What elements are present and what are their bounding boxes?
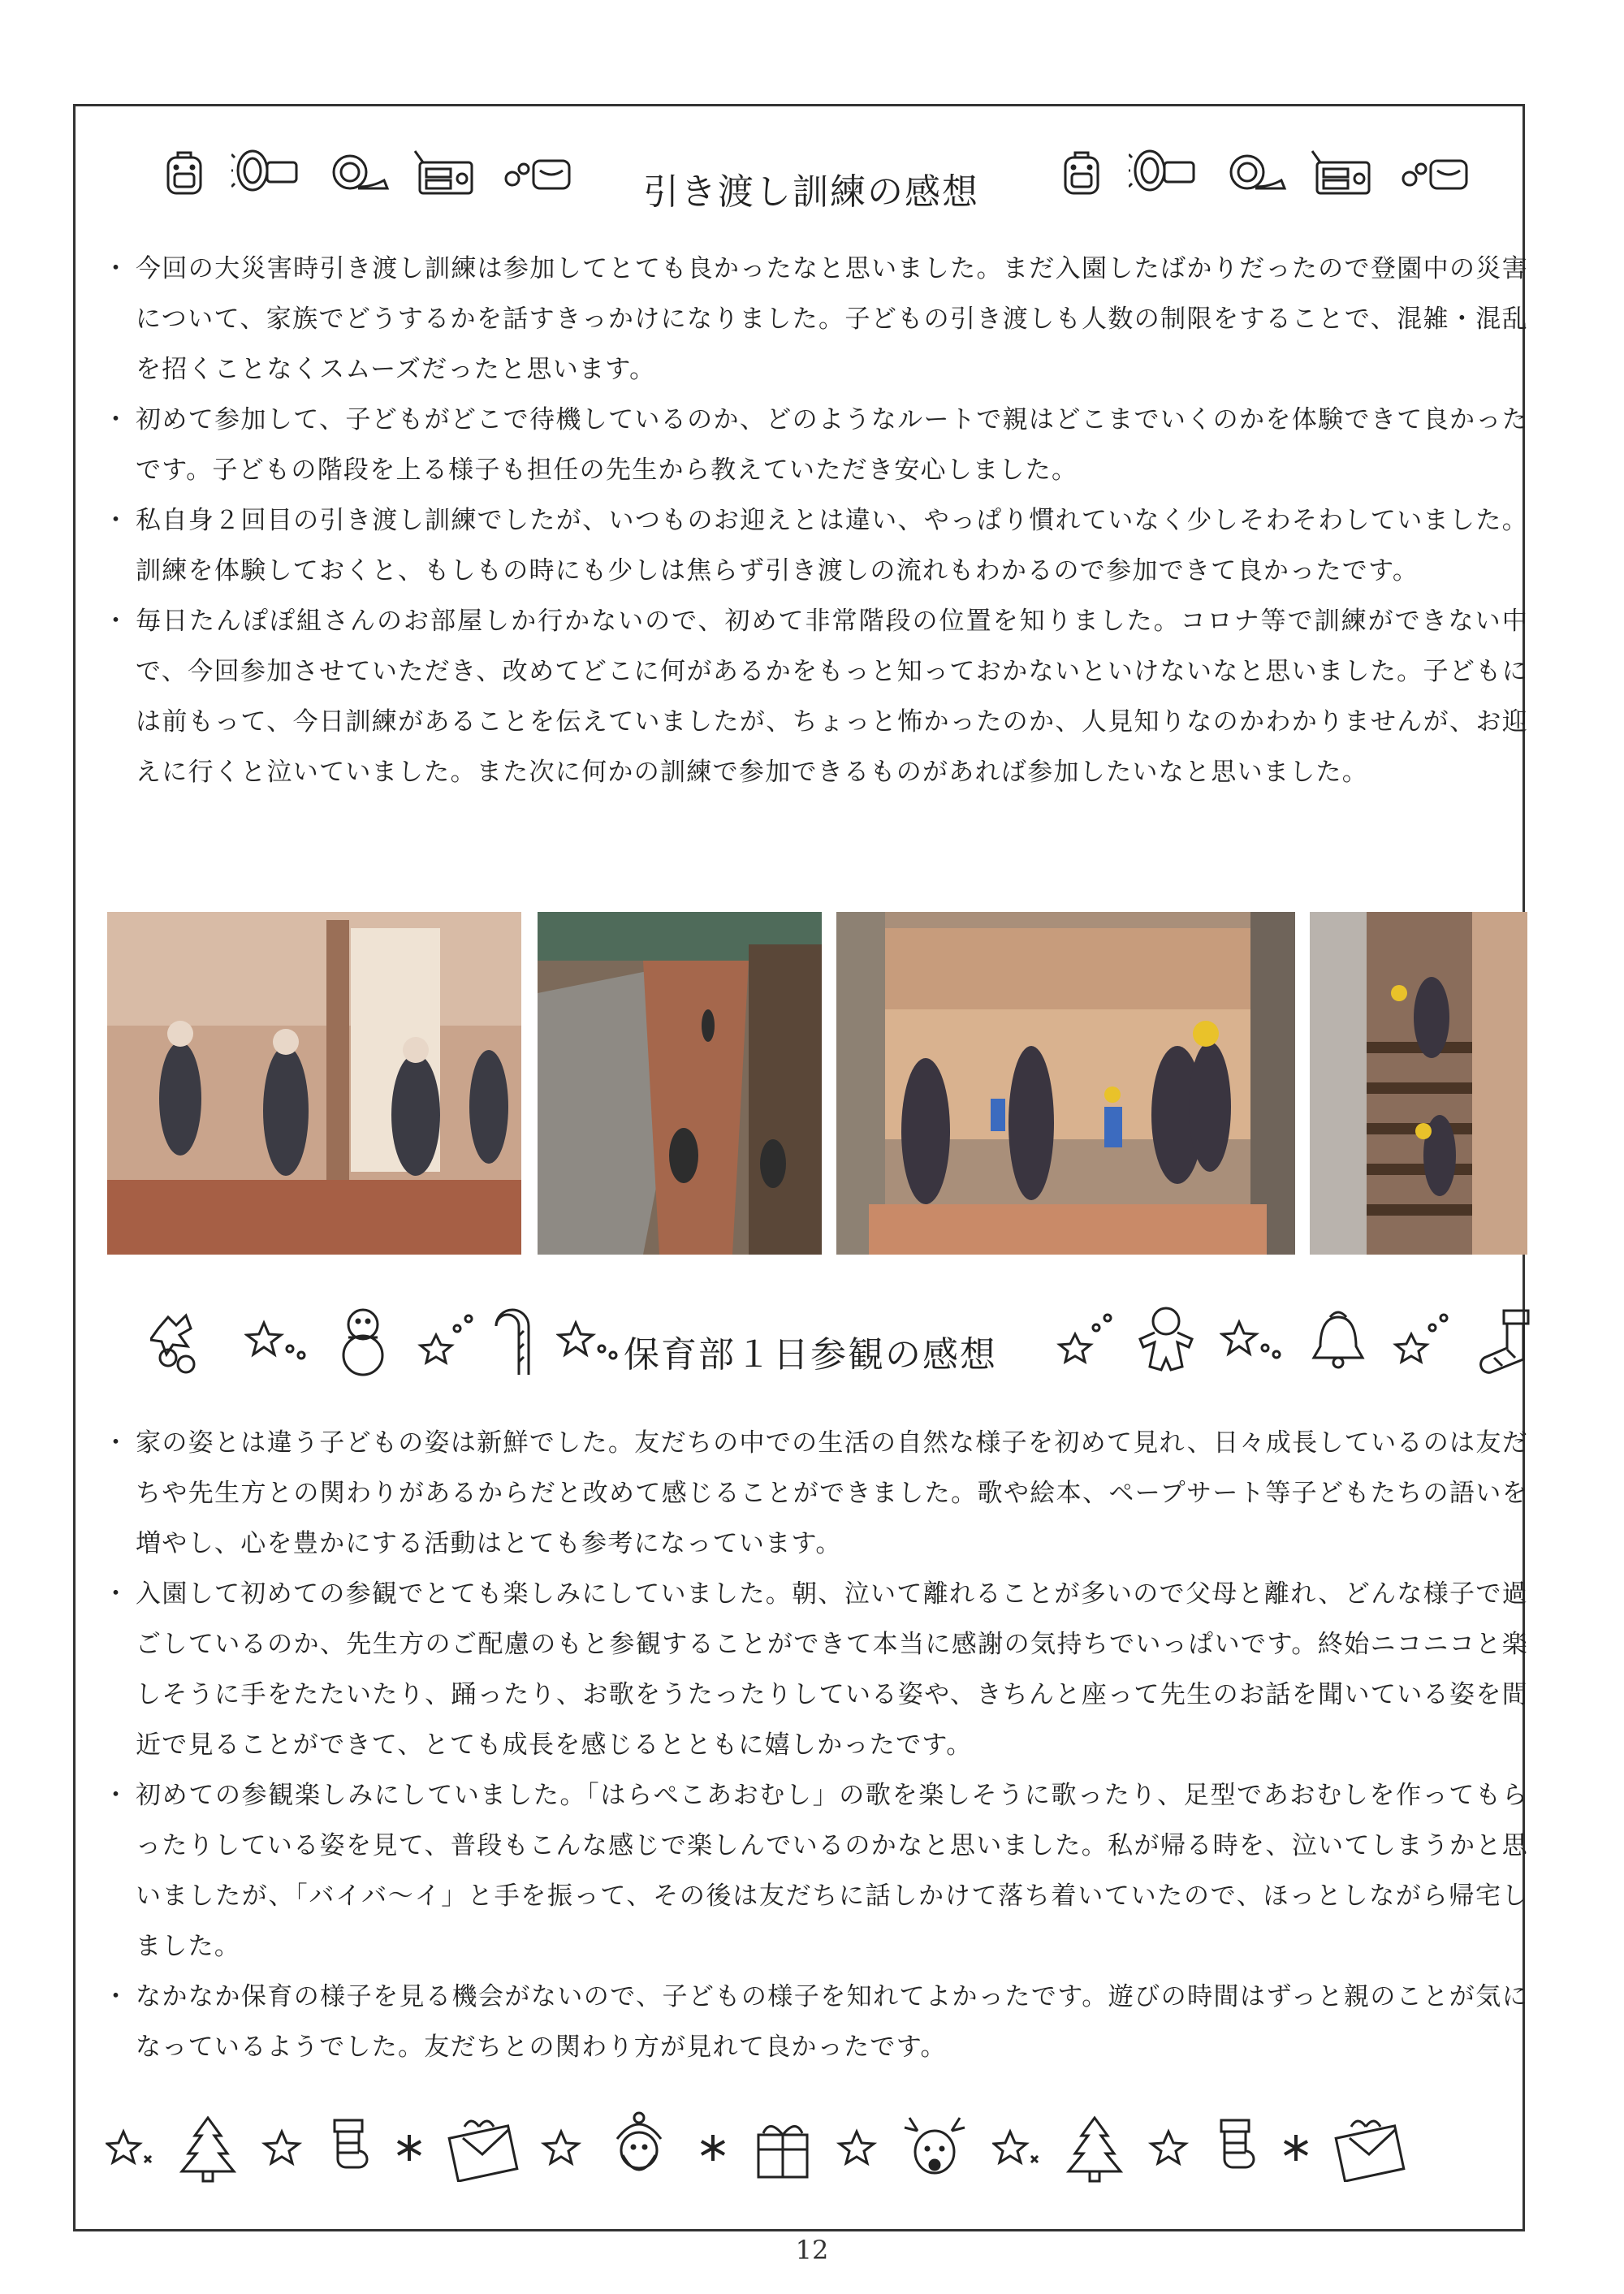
section2-list	[110, 1418, 1527, 2072]
star-icon	[836, 2128, 877, 2168]
photo-outdoor-walkway	[538, 912, 822, 1255]
helmet-icon	[1223, 146, 1288, 198]
backpack-icon	[1056, 146, 1108, 198]
page-number: 12	[795, 2235, 829, 2266]
star-icon	[992, 2123, 1041, 2172]
food-pack-icon	[501, 146, 574, 198]
photo-parents-in-corridor	[107, 912, 521, 1255]
section2-left-deco	[150, 1303, 642, 1378]
list-item: ・ 家の姿とは違う子どもの姿は新鮮でした。友だちの中での生活の自然な様子を初めて見れ、日々成長しているのは友だちや先生方との関わりがあるからだと改めて感じることができました。歌や絵本、ペープサート等子どもたちの語いを増やし、心を豊かにする活動はとても参考になっています。	[110, 1418, 1528, 1569]
present-icon	[1333, 2114, 1406, 2182]
star-icon	[417, 1312, 473, 1369]
star-icon	[1148, 2128, 1189, 2168]
footer-deco	[106, 2111, 1427, 2184]
star-icon	[556, 1316, 621, 1365]
reindeer-icon	[898, 2111, 971, 2184]
asterisk-icon	[1280, 2132, 1312, 2164]
radio-icon	[1309, 146, 1377, 198]
list-item: ・ 入園して初めての参観でとても楽しみにしていました。朝、泣いて離れることが多いので父母と離れ、どんな様子で過ごしているのか、先生方のご配慮のもと参観することができて本当に感謝の気持ちでいっぱいです。終始ニコニコと楽しそうに手をたたいたり、踊ったり、お歌をうたったりしている姿や、きちんと座って先生のお話を聞いている姿を間近で見ることができて、とても成長を感じるとともに嬉しかったです。	[110, 1569, 1528, 1770]
asterisk-icon	[697, 2132, 729, 2164]
radio-icon	[412, 146, 480, 198]
helmet-icon	[326, 146, 391, 198]
list-item: ・ 初めての参観楽しみにしていました。「はらぺこあおむし」の歌を楽しそうに歌ったり、足型であおむしを作ってもらったりしている姿を見て、普段もこんな感じで楽しんでいるのかなと思いました。私が帰る時を、泣いてしまうかと思いましたが、「バイバ～イ」と手を振って、その後は友だちに話しかけて落ち着いていたので、ほっとしながら帰宅しました。	[110, 1770, 1528, 1972]
bell-icon	[1306, 1306, 1371, 1374]
present-icon	[750, 2114, 815, 2182]
section2-title: 保育部１日参観の感想	[624, 1334, 997, 1376]
santa-icon	[603, 2111, 676, 2184]
stocking-icon	[323, 2115, 372, 2180]
section1-title: 引き渡し訓練の感想	[643, 171, 979, 213]
photo-parents-picking-up-children	[836, 912, 1295, 1255]
stocking-icon	[1210, 2115, 1259, 2180]
section1-right-deco	[1056, 146, 1492, 198]
list-item: ・ なかなか保育の様子を見る機会がないので、子どもの様子を知れてよかったです。遊びの時間はずっと親のことが気になっているようでした。友だちとの関わり方が見れて良かったです。	[110, 1972, 1528, 2072]
food-pack-icon	[1398, 146, 1471, 198]
list-item: ・ 今回の大災害時引き渡し訓練は参加してとても良かったなと思いました。まだ入園したばかりだったので登園中の災害について、家族でどうするかを話すきっかけになりました。子どもの引き渡しも人数の制限をすることで、混雑・混乱を招くことなくスムーズだったと思います。	[110, 244, 1528, 395]
stocking-icon	[1470, 1306, 1535, 1374]
gingerbread-icon	[1134, 1303, 1199, 1376]
section1-list	[110, 244, 1527, 797]
christmas-tree-icon	[175, 2111, 240, 2184]
present-icon	[447, 2114, 520, 2182]
list-item: ・ 毎日たんぽぽ組さんのお部屋しか行かないので、初めて非常階段の位置を知りました。コロナ等で訓練ができない中で、今回参加させていただき、改めてどこに何があるかをもっと知っておかないといけないなと思いました。子どもには前もって、今日訓練があることを伝えていましたが、ちょっと怖かったのか、人見知りなのかわかりませんが、お迎えに行くと泣いていました。また次に何かの訓練で参加できるものがあれば参加したいなと思いました。	[110, 596, 1528, 797]
section1-left-deco	[158, 146, 595, 198]
star-icon	[1392, 1311, 1449, 1368]
section2-right-deco	[1056, 1303, 1556, 1376]
star-icon	[261, 2128, 302, 2168]
backpack-icon	[158, 146, 210, 198]
christmas-tree-icon	[1062, 2111, 1127, 2184]
flashlight-icon	[231, 146, 304, 198]
star-icon	[1220, 1315, 1285, 1364]
star-icon	[244, 1316, 309, 1365]
star-icon	[541, 2128, 581, 2168]
holly-icon	[150, 1304, 223, 1377]
photo-children-on-staircase	[1310, 912, 1527, 1255]
candy-cane-icon	[495, 1303, 535, 1378]
flashlight-icon	[1129, 146, 1202, 198]
star-icon	[1056, 1311, 1112, 1368]
list-item: ・ 初めて参加して、子どもがどこで待機しているのか、どのようなルートで親はどこまでいくのかを体験できて良かったです。子どもの階段を上る様子も担任の先生から教えていただき安心しました。	[110, 395, 1528, 495]
list-item: ・ 私自身２回目の引き渡し訓練でしたが、いつものお迎えとは違い、やっぱり慣れていなく少しそわそわしていました。訓練を体験しておくと、もしもの時にも少しは焦らず引き渡しの流れもわかるので参加できて良かったです。	[110, 495, 1528, 596]
snowman-icon	[330, 1303, 395, 1378]
star-icon	[106, 2123, 154, 2172]
asterisk-icon	[393, 2132, 425, 2164]
